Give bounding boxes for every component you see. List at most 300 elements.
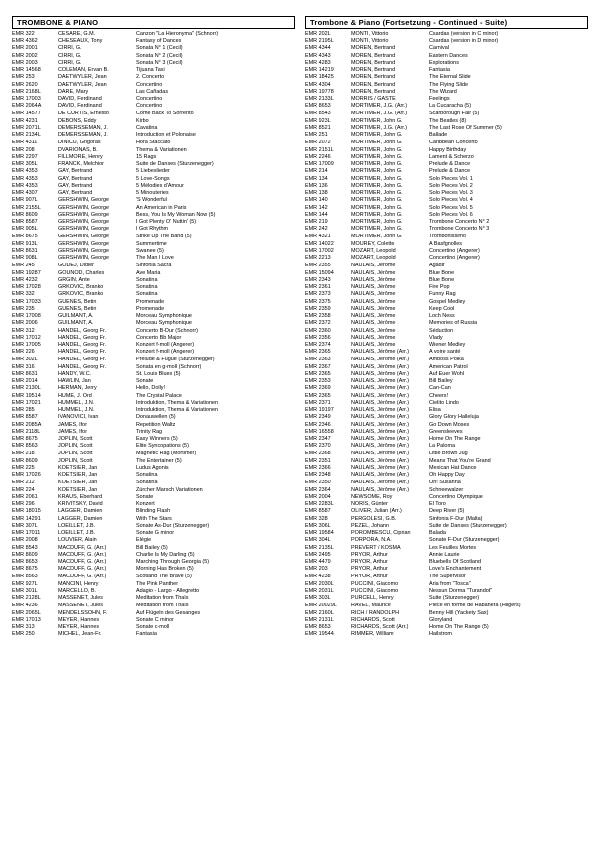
composer-name: MANCINI, Henry: [58, 580, 99, 587]
composer-name: KOETSIER, Jan: [58, 472, 98, 479]
catalog-code: EMR 14219: [305, 67, 334, 74]
composer-name: RICHARDS, Scott (Arr.): [351, 624, 409, 631]
composer-name: FILLMORE, Henry: [58, 153, 103, 160]
catalog-code: EMR 2361: [305, 284, 331, 291]
catalog-code: EMR 2130L: [12, 385, 41, 392]
work-title: Ballade: [429, 132, 448, 139]
table-row: [305, 436, 588, 443]
catalog-code: EMR 8653: [12, 559, 38, 565]
work-title: Auf Euer Wohl: [429, 371, 464, 377]
catalog-code: EMR 332: [12, 291, 35, 298]
work-title: Home On The Range (5): [429, 624, 489, 631]
table-row: [12, 393, 295, 400]
table-row: [305, 581, 588, 588]
table-row: [305, 480, 588, 487]
table-row: [12, 624, 295, 631]
work-title: I Got Rhythm: [136, 226, 169, 233]
table-row: [12, 212, 295, 219]
catalog-code: EMR 19544: [305, 631, 334, 638]
work-title: Introduction et Polonaise: [136, 132, 196, 139]
composer-name: CESARE, G.M.: [58, 31, 96, 37]
composer-name: PRYOR, Arthur: [351, 559, 388, 565]
composer-name: COLEMAN, Ervan B.: [58, 67, 109, 74]
work-title: Sonate: [136, 378, 154, 385]
composer-name: NAULAIS, Jérôme (Arr.): [351, 450, 410, 457]
table-row: [12, 552, 295, 559]
composer-name: DAVID, Ferdinand: [58, 96, 102, 102]
composer-name: JOPLIN, Scott: [58, 443, 93, 450]
table-row: [305, 472, 588, 479]
table-row: [12, 306, 295, 313]
catalog-code: EMR 20029L: [305, 602, 337, 609]
work-title: Meditation from Thaïs: [136, 595, 189, 602]
catalog-code: EMR 15094: [305, 269, 334, 276]
work-title: Fantasia: [429, 67, 450, 74]
table-row: [12, 451, 295, 458]
composer-name: MONTI, Vittorio: [351, 38, 389, 45]
work-title: Gloryland: [429, 616, 453, 623]
table-row: [305, 458, 588, 465]
catalog-code: EMR 2168L: [12, 88, 41, 95]
work-title: Mexican Hat Dance: [429, 465, 477, 471]
work-title: Charlie Is My Darling (5): [136, 551, 195, 558]
work-title: Adagio - Largo - Allegretto: [136, 588, 200, 594]
work-title: Loch Ness: [429, 313, 455, 320]
composer-name: FRANCK, Melchior: [58, 161, 104, 168]
catalog-code: EMR 2359: [305, 305, 331, 312]
catalog-code: EMR 908L: [12, 255, 38, 262]
work-title: Zürcher Marsch Variationen: [136, 486, 203, 493]
work-title: Vlady: [429, 334, 443, 341]
work-title: Sonatina: [136, 284, 158, 291]
work-title: Concerto B-Dur (Schnorr): [136, 327, 198, 334]
work-title: Balada: [429, 530, 446, 537]
table-row: [305, 595, 588, 602]
table-row: [305, 508, 588, 515]
table-row: [12, 566, 295, 573]
catalog-code: EMR 2351: [305, 457, 331, 464]
catalog-code: EMR 4353: [12, 182, 38, 189]
composer-name: MENDELSSOHN, F.: [58, 609, 108, 616]
composer-name: DAETWYLER, Jean: [58, 81, 107, 88]
composer-name: GUILMANT, A.: [58, 313, 94, 320]
work-title: Fantasia: [136, 631, 157, 638]
table-row: [305, 234, 588, 241]
table-row: [12, 357, 295, 364]
composer-name: DAVID, Ferdinand: [58, 103, 102, 110]
catalog-code: EMR 4304: [305, 81, 331, 88]
work-title: Easy Winners (5): [136, 436, 178, 443]
catalog-code: EMR 8543: [12, 544, 38, 551]
table-row: [12, 537, 295, 544]
catalog-code: EMR 142: [305, 204, 328, 211]
table-row: [305, 183, 588, 190]
catalog-code: EMR 2346: [305, 421, 331, 428]
table-row: [305, 168, 588, 175]
work-title: Tijuana Taxi: [136, 67, 165, 74]
table-row: [305, 393, 588, 400]
catalog-code: EMR 14022: [305, 240, 334, 247]
work-title: Solo Pieces Vol. 6: [429, 211, 473, 218]
catalog-code: EMR 245: [12, 262, 35, 269]
table-row: [12, 378, 295, 385]
composer-name: MOZART, Leopold: [351, 248, 396, 254]
table-row: [12, 226, 295, 233]
catalog-code: EMR 2372: [305, 320, 331, 327]
work-title: Blue Bone: [429, 276, 455, 283]
catalog-code: EMR 305L: [12, 161, 38, 168]
catalog-code: EMR 4344: [305, 45, 331, 52]
work-title: Solo Pieces Vol. 5: [429, 204, 473, 211]
table-row: [12, 458, 295, 465]
composer-name: NAULAIS, Jérôme (Arr.): [351, 428, 410, 435]
table-row: [305, 371, 588, 378]
table-row: [12, 342, 295, 349]
composer-name: KOETSIER, Jan: [58, 486, 98, 493]
table-row: [12, 60, 295, 67]
catalog-code: EMR 2371: [305, 399, 331, 406]
catalog-code: EMR 923L: [305, 117, 331, 124]
composer-name: NAULAIS, Jérôme (Arr.): [351, 436, 410, 443]
catalog-code: EMR 302L: [12, 356, 38, 363]
composer-name: GERSHWIN, George: [58, 204, 110, 211]
catalog-code: EMR 17026: [12, 472, 41, 479]
table-row: [12, 183, 295, 190]
composer-name: PREVERT / KOSMA: [351, 544, 401, 551]
catalog-code: EMR 17033: [12, 298, 41, 305]
catalog-code: EMR 322: [12, 31, 35, 37]
composer-name: DARE, Mary: [58, 88, 89, 95]
catalog-code: EMR 226: [12, 349, 35, 356]
table-row: [305, 248, 588, 255]
catalog-code: EMR 4353: [12, 175, 38, 182]
work-title: Cheers!: [429, 392, 449, 399]
work-title: I Got Plenty O' Nuttin' (5): [136, 219, 197, 225]
catalog-code: EMR 218: [12, 450, 35, 457]
composer-name: PRYOR, Arthur: [351, 551, 388, 558]
work-title: Sonate C minor: [136, 616, 174, 623]
composer-name: NAULAIS, Jérôme (Arr.): [351, 407, 410, 414]
work-title: Elite Syncopations (5): [136, 443, 189, 450]
table-row: [12, 132, 295, 139]
catalog-code: EMR 2195L: [305, 38, 334, 45]
composer-name: DAETWYLER, Jean: [58, 74, 107, 81]
table-row: [305, 299, 588, 306]
composer-name: NAULAIS, Jérôme: [351, 262, 396, 269]
composer-name: MASSENET, Jules: [58, 595, 104, 602]
work-title: The Pink Panther: [136, 580, 179, 587]
composer-name: MOREN, Bertrand: [351, 81, 396, 88]
table-row: [12, 118, 295, 125]
catalog-code: EMR 202L: [305, 31, 331, 37]
catalog-code: EMR 17011: [12, 530, 41, 537]
composer-name: MOUREY, Colette: [351, 240, 395, 247]
catalog-code: EMR 4321: [305, 233, 331, 240]
composer-name: GERSHWIN, George: [58, 219, 110, 225]
table-row: [12, 429, 295, 436]
left-listing-table: [12, 31, 295, 639]
work-title: Concertino: [136, 103, 163, 110]
table-row: [12, 234, 295, 241]
catalog-code: EMR 14291: [12, 515, 41, 522]
table-row: [12, 530, 295, 537]
work-title: Swanee (5): [136, 248, 164, 254]
table-row: [305, 205, 588, 212]
catalog-code: EMR 136: [305, 182, 328, 189]
table-row: [305, 103, 588, 110]
table-row: [305, 118, 588, 125]
composer-name: MACDUFF, G. (Arr.): [58, 573, 107, 580]
work-title: Prelude & Dance: [429, 161, 471, 168]
composer-name: NAULAIS, Jérôme (Arr.): [351, 457, 410, 464]
composer-name: NAULAIS, Jérôme (Arr.): [351, 392, 410, 399]
catalog-code: EMR 907L: [12, 197, 38, 204]
work-title: Agadir: [429, 262, 445, 269]
work-title: Trinity Rag: [136, 428, 163, 435]
catalog-code: EMR 16558: [305, 428, 334, 435]
composer-name: DE CURTIS, Ernesto: [58, 110, 109, 117]
work-title: Séduction: [429, 327, 454, 334]
work-title: Trombone Concerto N° 2: [429, 219, 490, 225]
work-title: Explorations: [429, 59, 459, 66]
work-title: The Beatles (8): [429, 117, 467, 124]
composer-name: RIMMER, William: [351, 631, 394, 638]
catalog-code: EMR 8653: [305, 103, 331, 110]
work-title: Sonata en g-moll (Schnorr): [136, 363, 202, 370]
catalog-code: EMR 927L: [12, 580, 38, 587]
catalog-code: EMR 4479: [305, 559, 331, 565]
work-title: Csardas (version in C minor): [429, 31, 499, 37]
catalog-code: EMR 19287: [12, 269, 41, 276]
work-title: Prelude & Dance: [429, 168, 471, 175]
composer-name: GERSHWIN, George: [58, 240, 110, 247]
work-title: Solo Pieces Vol. 4: [429, 197, 473, 204]
composer-name: GAY, Bertrand: [58, 168, 93, 175]
table-row: [305, 60, 588, 67]
composer-name: NAULAIS, Jérôme: [351, 298, 396, 305]
composer-name: NAULAIS, Jérôme: [351, 313, 396, 320]
work-title: Concertino (Angerer): [429, 255, 480, 262]
table-row: [305, 154, 588, 161]
table-row: [12, 197, 295, 204]
composer-name: PURCELL, Henry: [351, 595, 394, 602]
work-title: Trombone Concerto N° 3: [429, 226, 490, 233]
composer-name: HÄNDEL, Georg Fr.: [58, 327, 107, 334]
table-row: [12, 631, 295, 638]
composer-name: MORTIMER, John G.: [351, 168, 403, 175]
composer-name: MORTIMER, J.G. (Arr.): [351, 103, 408, 110]
catalog-code: EMR 2064A: [12, 103, 42, 110]
composer-name: RICHARDS, Scott: [351, 616, 395, 623]
work-title: Sonatina: [136, 276, 158, 283]
work-title: Glory Glory Halleluja: [429, 414, 479, 421]
catalog-code: EMR 17002: [305, 248, 334, 254]
table-row: [305, 559, 588, 566]
table-row: [305, 617, 588, 624]
catalog-code: EMR 2365: [305, 392, 331, 399]
composer-name: MACDUFF, G. (Arr.): [58, 551, 107, 558]
catalog-code: EMR 251: [305, 132, 328, 139]
composer-name: HUMMEL, J.N.: [58, 407, 95, 414]
work-title: Promenade: [136, 298, 165, 305]
catalog-code: EMR 2134L: [12, 132, 41, 139]
work-title: El Toro: [429, 501, 446, 508]
catalog-code: EMR 312: [12, 327, 35, 334]
composer-name: NAULAIS, Jérôme: [351, 342, 396, 348]
composer-name: NAULAIS, Jérôme (Arr.): [351, 385, 410, 392]
catalog-code: EMR 8587: [12, 414, 38, 421]
composer-name: PEZEL, Johann: [351, 522, 390, 529]
table-row: [12, 501, 295, 508]
composer-name: LOUVIER, Alain: [58, 537, 97, 544]
catalog-code: EMR 2495: [305, 551, 331, 558]
work-title: Oh Happy Day: [429, 472, 465, 479]
catalog-code: EMR 2365: [305, 371, 331, 377]
table-row: [12, 436, 295, 443]
work-title: Deep River (5): [429, 508, 465, 515]
work-title: Concertino: [136, 96, 163, 102]
table-row: [12, 588, 295, 595]
table-row: [305, 219, 588, 226]
work-title: Magnetic Rag (Mortimer): [136, 450, 197, 457]
work-title: Scotland The Brave (5): [136, 573, 192, 580]
composer-name: DINICU, Grigoras: [58, 139, 101, 146]
catalog-code: EMR 905L: [12, 226, 38, 233]
work-title: A voire santé: [429, 349, 461, 356]
catalog-code: EMR 17008: [12, 313, 41, 320]
table-row: [305, 125, 588, 132]
table-row: [305, 385, 588, 392]
catalog-code: EMR 17009: [305, 161, 334, 168]
table-row: [305, 501, 588, 508]
composer-name: NAULAIS, Jérôme: [351, 320, 396, 327]
composer-name: NAULAIS, Jérôme: [351, 291, 396, 298]
work-title: Sinfonia Sacra: [136, 262, 172, 269]
composer-name: NAULAIS, Jérôme (Arr.): [351, 363, 410, 370]
work-title: Solo Pieces Vol. 2: [429, 182, 473, 189]
table-row: [12, 487, 295, 494]
table-row: [12, 328, 295, 335]
table-row: [12, 190, 295, 197]
work-title: Wiener Medley: [429, 342, 466, 348]
composer-name: GERSHWIN, George: [58, 211, 110, 218]
catalog-code: EMR 2004: [305, 494, 331, 500]
composer-name: MORTIMER, John G.: [351, 197, 403, 204]
work-title: 5 Liebeslieder: [136, 168, 170, 175]
work-title: Fire Pop: [429, 284, 450, 291]
catalog-code: EMR 2355: [305, 262, 331, 269]
catalog-code: EMR 4343: [305, 52, 331, 59]
table-row: [12, 38, 295, 45]
work-title: Ludus Agonis: [136, 465, 169, 471]
catalog-code: EMR 2155L: [12, 204, 41, 211]
catalog-code: EMR 306L: [305, 522, 331, 529]
table-row: [305, 566, 588, 573]
composer-name: MASSENET, Jules: [58, 602, 104, 609]
table-row: [12, 516, 295, 523]
table-row: [12, 96, 295, 103]
table-row: [12, 291, 295, 298]
catalog-code: EMR 2014: [12, 378, 38, 385]
composer-name: NAULAIS, Jérôme (Arr.): [351, 378, 410, 385]
composer-name: OLIVER, Julian (Arr.): [351, 508, 402, 515]
table-row: [305, 516, 588, 523]
composer-name: PRYOR, Arthur: [351, 573, 388, 580]
table-row: [12, 248, 295, 255]
table-row: [305, 414, 588, 421]
table-row: [12, 67, 295, 74]
catalog-code: EMR 8653: [305, 624, 331, 631]
work-title: Konzert f-moll (Angerer): [136, 349, 195, 356]
work-title: 5 Minouteries: [136, 190, 169, 197]
composer-name: GAY, Bertrand: [58, 190, 93, 197]
work-title: 5 Love-Songs: [136, 175, 170, 182]
composer-name: NAULAIS, Jérôme (Arr.): [351, 472, 410, 479]
catalog-code: EMR 2071L: [12, 125, 41, 131]
composer-name: NAULAIS, Jérôme (Arr.): [351, 371, 410, 377]
composer-name: DEMERSSEMAN, J.: [58, 132, 108, 139]
table-row: [12, 255, 295, 262]
work-title: Fantasy of Dances: [136, 38, 182, 45]
composer-name: JAMES, Ifor: [58, 421, 88, 428]
catalog-code: EMR 4353: [12, 168, 38, 175]
catalog-code: EMR 17021: [12, 399, 41, 406]
table-row: [12, 74, 295, 81]
catalog-code: EMR 17012: [12, 334, 41, 341]
composer-name: CHESEAUX, Tony: [58, 38, 103, 45]
composer-name: MONTI, Vittorio: [351, 31, 389, 37]
catalog-code: EMR 144: [305, 211, 328, 218]
catalog-code: EMR 4307: [12, 190, 38, 197]
catalog-code: EMR 8631: [12, 371, 38, 377]
work-title: Thema & Variationen: [136, 146, 187, 153]
composer-name: MACDUFF, G. (Arr.): [58, 566, 107, 573]
work-title: The Crystal Palace: [136, 392, 182, 399]
table-row: [305, 147, 588, 154]
catalog-code: EMR 2350: [305, 479, 331, 486]
composer-name: DEMERSSEMAN, J.: [58, 125, 108, 131]
table-row: [12, 284, 295, 291]
work-title: Bill Bailey (5): [136, 544, 168, 551]
work-title: Donauwellen (5): [136, 414, 176, 421]
work-title: Memories of Russia: [429, 320, 478, 327]
composer-name: GERSHWIN, George: [58, 226, 110, 233]
composer-name: MARCELLO, B.: [58, 588, 97, 594]
table-row: [12, 443, 295, 450]
composer-name: NAULAIS, Jérôme: [351, 305, 396, 312]
composer-name: MORTIMER, John G.: [351, 139, 403, 146]
table-row: [305, 291, 588, 298]
catalog-code: EMR 8609: [12, 457, 38, 464]
work-title: Benny Hill (Yackety Sax): [429, 609, 489, 616]
composer-name: GRKOVIC, Branko: [58, 284, 104, 291]
table-row: [305, 537, 588, 544]
table-row: [12, 595, 295, 602]
composer-name: MORTIMER, John G.: [351, 219, 403, 225]
catalog-code: EMR 214: [305, 168, 328, 175]
composer-name: MOREN, Bertrand: [351, 59, 396, 66]
composer-name: NAULAIS, Jérôme (Arr.): [351, 414, 410, 421]
composer-name: JOPLIN, Scott: [58, 436, 93, 443]
catalog-code: EMR 8563: [12, 443, 38, 450]
table-row: [12, 277, 295, 284]
table-row: [305, 197, 588, 204]
composer-name: CIRRI, G.: [58, 52, 82, 59]
work-title: Concertino: [136, 81, 163, 88]
work-title: Sinfonia F-Dur (Malta): [429, 515, 483, 522]
catalog-code: EMR 4238: [305, 573, 331, 580]
table-row: [305, 465, 588, 472]
